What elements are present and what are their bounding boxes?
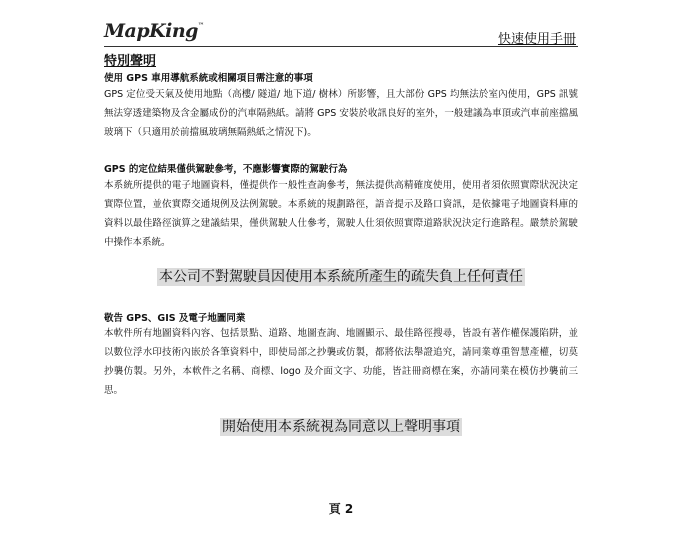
reference-notice-heading: GPS 的定位結果僅供駕駛參考，不應影響實際的駕駛行為: [104, 164, 348, 175]
gps-notice-heading: 使用 GPS 車用導航系統或相關項目需注意的事項: [104, 73, 313, 84]
section-title: 特別聲明: [104, 54, 157, 69]
copyright-notice-body: 本軟件所有地圖資料內容、包括景點、道路、地圖查詢、地圖顯示、最佳路徑搜尋，皆設有著作權保護陷阱，並以數位浮水印技術內嵌於各筆資料中，即使局部之抄襲或仿製，都將依法舉證追究，請同業尊重智慧產權，切莫抄襲仿製。另外，本軟件之名稱、商標、logo 及介面文字、功能，皆註冊商標在案，亦請同業在模仿抄襲前三思。: [104, 328, 578, 396]
reference-notice-body: 本系統所提供的電子地圖資料，僅提供作一般性查詢參考，無法提供高精確度使用，使用者須依照實際狀況決定實際位置，並依實際交通規例及法例駕駛。本系統的規劃路徑，語音提示及路口資訊，是依據電子地圖資料庫的資料以最佳路徑演算之建議結果，僅供駕駛人仕參考，駕駛人仕須依照實際道路狀況決定行進路程。嚴禁於駕駛中操作本系統。: [104, 180, 578, 248]
document-page: [104, 0, 578, 544]
page-number: 頁 2: [328, 502, 354, 516]
trademark-mark: ™: [197, 22, 204, 29]
copyright-notice-heading: 敬告 GPS、GIS 及電子地圖同業: [104, 313, 246, 324]
liability-banner-text: 本公司不對駕駛員因使用本系統所產生的疏失負上任何責任: [159, 269, 523, 285]
agreement-banner: [104, 416, 578, 436]
logo-text: MapKing: [104, 20, 198, 42]
gps-notice-body: GPS 定位受天氣及使用地點（高樓/ 隧道/ 地下道/ 樹林）所影響，且大部份 GPS 均無法於室內使用，GPS 訊號無法穿透建築物及含金屬成份的汽車隔熱紙。請將 GPS 安裝於收訊良好的室外，一般建議為車頂或汽車前座擋風玻璃下（只適用於前擋風玻璃無隔熱紙之情況下)。: [104, 89, 578, 138]
mapking-logo: [104, 20, 203, 42]
manual-title: 快速使用手冊: [497, 32, 576, 47]
liability-banner: [104, 266, 578, 286]
page-header: [104, 18, 578, 47]
agreement-banner-text: 開始使用本系統視為同意以上聲明事項: [222, 419, 460, 435]
